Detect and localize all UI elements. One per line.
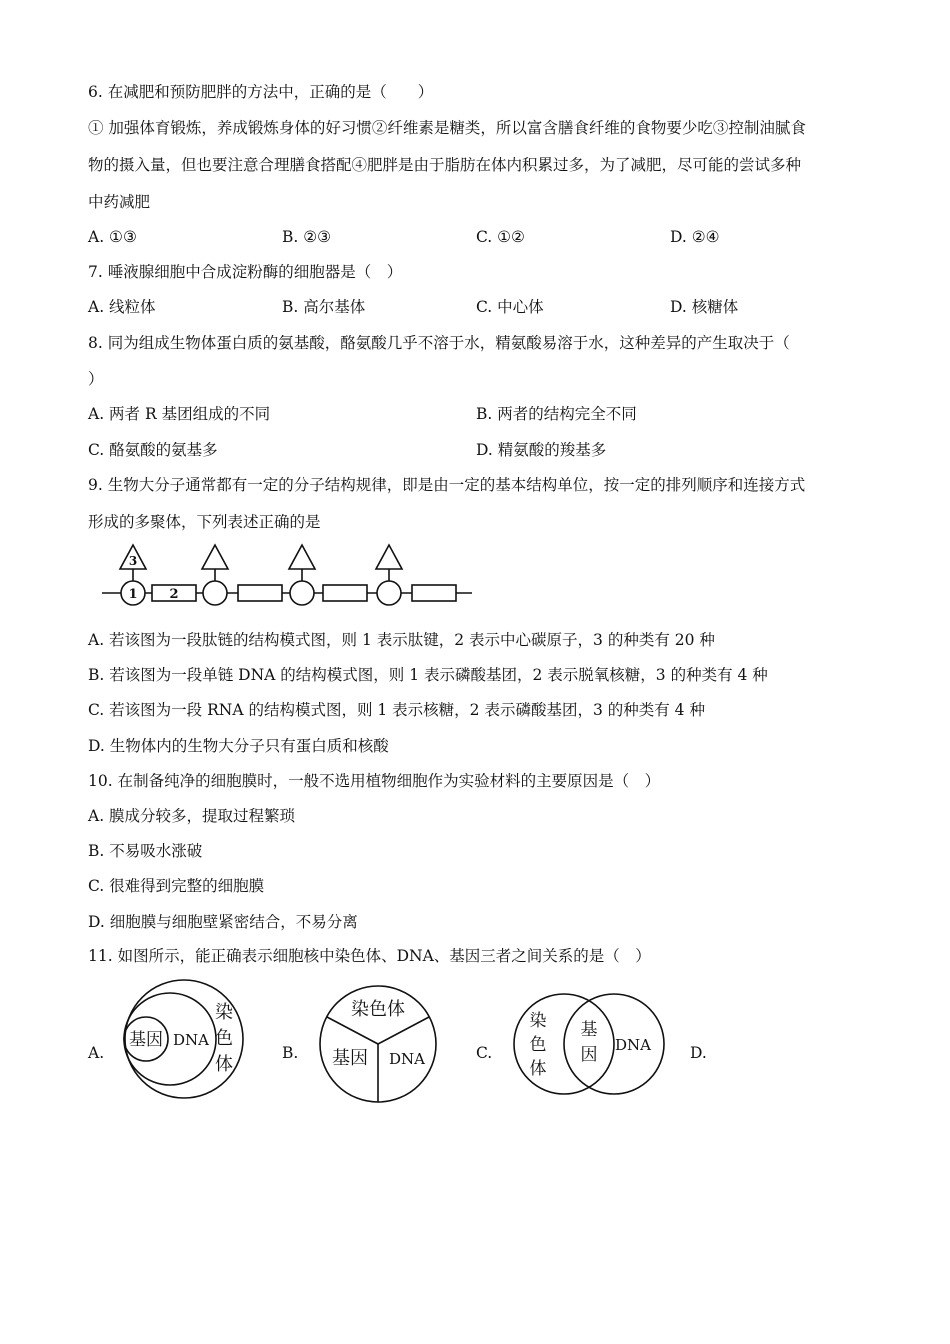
q11-option-b-letter[interactable]: B. — [282, 1044, 299, 1062]
q6-option-c[interactable]: C. ①② — [476, 228, 525, 246]
polymer-chain-diagram — [100, 542, 480, 610]
q6-option-a[interactable]: A. ①③ — [88, 228, 137, 246]
q8-stem-line-1: 8. 同为组成生物体蛋白质的氨基酸，酪氨酸几乎不溶于水，精氨酸易溶于水，这种差异的产生取决于（ — [88, 334, 790, 352]
q11-option-d-letter[interactable]: D. — [690, 1044, 707, 1062]
chromosome-label-3: 体 — [215, 1054, 233, 1075]
chromosome-label-1: 染 — [529, 1011, 547, 1031]
triangle-mark — [376, 545, 402, 569]
circle-mark — [377, 581, 401, 605]
gene-label-2: 因 — [580, 1045, 598, 1065]
q8-stem-line-2: ） — [88, 370, 104, 388]
q6-body-line-1: ① 加强体育锻炼，养成锻炼身体的好习惯②纤维素是糖类，所以富含膳食纤维的食物要少吃③控制油腻食 — [88, 119, 806, 137]
rect-mark — [412, 585, 456, 601]
triangle-label: 3 — [128, 554, 138, 568]
triangle-mark — [289, 545, 315, 569]
dna-label: DNA — [173, 1031, 209, 1049]
q10-option-b[interactable]: B. 不易吸水涨破 — [88, 842, 203, 860]
triangle-mark — [202, 545, 228, 569]
q6-option-d[interactable]: D. ②④ — [670, 228, 720, 246]
dna-label: DNA — [389, 1050, 425, 1068]
q7-option-c[interactable]: C. 中心体 — [476, 298, 544, 316]
q9-option-b[interactable]: B. 若该图为一段单链 DNA 的结构模式图，则 1 表示磷酸基团，2 表示脱氧核糖，3 的种类有 4 种 — [88, 666, 768, 684]
chromosome-label-2: 色 — [529, 1035, 547, 1055]
q7-option-d[interactable]: D. 核糖体 — [670, 298, 739, 316]
chromosome-label-3: 体 — [529, 1059, 547, 1079]
q8-option-a[interactable]: A. 两者 R 基团组成的不同 — [88, 405, 271, 423]
q9-option-c[interactable]: C. 若该图为一段 RNA 的结构模式图，则 1 表示核糖，2 表示磷酸基团，3 的种类有 4 种 — [88, 701, 705, 719]
q7-option-b[interactable]: B. 高尔基体 — [282, 298, 366, 316]
chromosome-label-2: 色 — [215, 1028, 233, 1049]
q6-body-line-2: 物的摄入量，但也要注意合理膳食搭配④肥胖是由于脂肪在体内积累过多，为了减肥，尽可能的尝试多种 — [88, 156, 802, 174]
gene-label-1: 基 — [580, 1020, 598, 1040]
circle-label: 1 — [128, 587, 138, 602]
divider-line — [327, 1017, 378, 1044]
venn-option-a[interactable] — [118, 978, 252, 1102]
q8-option-c[interactable]: C. 酪氨酸的氨基多 — [88, 441, 218, 459]
q6-body-line-3: 中药减肥 — [88, 193, 151, 211]
chromosome-label: 染色体 — [351, 999, 405, 1020]
q10-option-c[interactable]: C. 很难得到完整的细胞膜 — [88, 877, 265, 895]
q9-option-d[interactable]: D. 生物体内的生物大分子只有蛋白质和核酸 — [88, 737, 389, 755]
q6-option-b[interactable]: B. ②③ — [282, 228, 332, 246]
divider-line — [378, 1017, 429, 1044]
q7-option-a[interactable]: A. 线粒体 — [88, 298, 156, 316]
pie-option-b[interactable] — [318, 984, 440, 1106]
dna-label: DNA — [615, 1036, 651, 1054]
q8-option-b[interactable]: B. 两者的结构完全不同 — [476, 405, 637, 423]
q6-stem: 6. 在减肥和预防肥胖的方法中，正确的是（ ） — [88, 83, 434, 101]
circle-mark — [203, 581, 227, 605]
q7-stem: 7. 唾液腺细胞中合成淀粉酶的细胞器是（ ） — [88, 263, 403, 281]
q8-option-d[interactable]: D. 精氨酸的羧基多 — [476, 441, 607, 459]
rect-mark — [238, 585, 282, 601]
q10-stem: 10. 在制备纯净的细胞膜时，一般不选用植物细胞作为实验材料的主要原因是（ ） — [88, 772, 661, 790]
gene-label: 基因 — [129, 1030, 163, 1050]
circle-mark — [290, 581, 314, 605]
q11-stem: 11. 如图所示，能正确表示细胞核中染色体、DNA、基因三者之间关系的是（ ） — [88, 947, 651, 965]
rect-mark — [323, 585, 367, 601]
q10-option-d[interactable]: D. 细胞膜与细胞壁紧密结合，不易分离 — [88, 913, 358, 931]
chromosome-label-1: 染 — [215, 1002, 233, 1023]
rect-label: 2 — [169, 587, 179, 602]
q9-stem-line-2: 形成的多聚体，下列表述正确的是 — [88, 513, 321, 531]
gene-label: 基因 — [332, 1048, 368, 1069]
q9-stem-line-1: 9. 生物大分子通常都有一定的分子结构规律，即是由一定的基本结构单位，按一定的排列顺序和连接方式 — [88, 476, 806, 494]
q11-option-c-letter[interactable]: C. — [476, 1044, 493, 1062]
q9-option-a[interactable]: A. 若该图为一段肽链的结构模式图，则 1 表示肽键，2 表示中心碳原子，3 的种类有 20 种 — [88, 631, 715, 649]
venn-option-c[interactable] — [512, 990, 668, 1098]
q10-option-a[interactable]: A. 膜成分较多，提取过程繁琐 — [88, 807, 296, 825]
q11-option-a-letter[interactable]: A. — [88, 1044, 105, 1062]
